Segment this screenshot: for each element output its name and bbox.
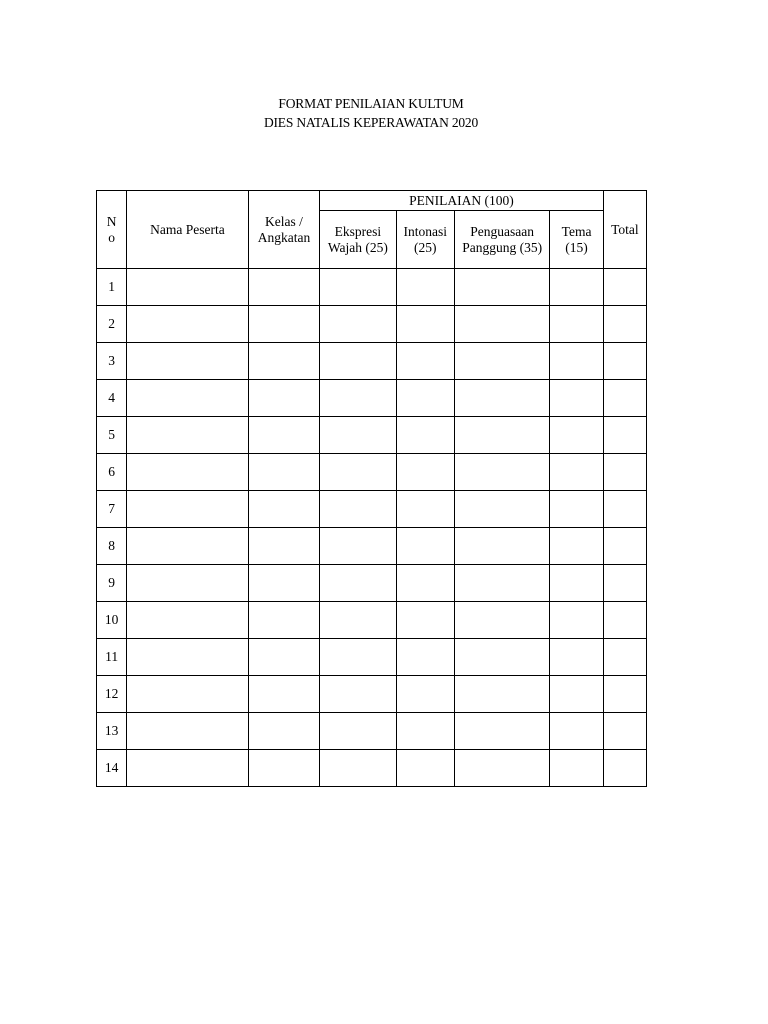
cell-ekspresi-wajah	[320, 417, 396, 454]
cell-kelas-angkatan	[248, 602, 319, 639]
cell-kelas-angkatan	[248, 343, 319, 380]
cell-penguasaan-panggung	[454, 639, 550, 676]
cell-nama-peserta	[127, 343, 249, 380]
cell-tema	[550, 602, 603, 639]
cell-intonasi	[396, 454, 454, 491]
cell-kelas-angkatan	[248, 565, 319, 602]
header-kelas-line1: Kelas /	[265, 213, 303, 229]
cell-tema	[550, 269, 603, 306]
table-row	[97, 417, 647, 454]
cell-nama-peserta	[127, 417, 249, 454]
header-ekspresi-wajah	[320, 211, 396, 269]
cell-tema	[550, 639, 603, 676]
cell-kelas-angkatan	[248, 269, 319, 306]
header-tema-line1: Tema	[561, 223, 592, 239]
cell-total	[603, 306, 646, 343]
row-number: 14	[97, 750, 127, 787]
header-nama-peserta: Nama Peserta	[127, 191, 249, 269]
header-penguasaan-line2: Panggung (35)	[462, 239, 543, 255]
header-no	[97, 191, 127, 269]
table-row	[97, 380, 647, 417]
title-line-2: DIES NATALIS KEPERAWATAN 2020	[263, 115, 479, 130]
cell-intonasi	[396, 602, 454, 639]
header-intonasi	[396, 211, 454, 269]
cell-total	[603, 491, 646, 528]
header-kelas-angkatan	[248, 191, 319, 269]
header-penguasaan-panggung	[454, 211, 550, 269]
cell-intonasi	[396, 565, 454, 602]
cell-penguasaan-panggung	[454, 565, 550, 602]
cell-ekspresi-wajah	[320, 750, 396, 787]
cell-kelas-angkatan	[248, 713, 319, 750]
table-row	[97, 491, 647, 528]
cell-kelas-angkatan	[248, 417, 319, 454]
cell-tema	[550, 343, 603, 380]
cell-total	[603, 565, 646, 602]
cell-total	[603, 602, 646, 639]
row-number: 9	[97, 565, 127, 602]
cell-penguasaan-panggung	[454, 602, 550, 639]
cell-tema	[550, 454, 603, 491]
cell-penguasaan-panggung	[454, 306, 550, 343]
cell-ekspresi-wajah	[320, 676, 396, 713]
row-number: 3	[97, 343, 127, 380]
cell-nama-peserta	[127, 713, 249, 750]
cell-total	[603, 639, 646, 676]
cell-intonasi	[396, 528, 454, 565]
cell-total	[603, 269, 646, 306]
cell-nama-peserta	[127, 528, 249, 565]
cell-tema	[550, 528, 603, 565]
row-number: 12	[97, 676, 127, 713]
cell-penguasaan-panggung	[454, 491, 550, 528]
document-title	[0, 94, 742, 132]
cell-kelas-angkatan	[248, 454, 319, 491]
table-row	[97, 750, 647, 787]
cell-tema	[550, 676, 603, 713]
cell-kelas-angkatan	[248, 676, 319, 713]
cell-tema	[550, 417, 603, 454]
cell-nama-peserta	[127, 269, 249, 306]
table-row	[97, 306, 647, 343]
table-row	[97, 676, 647, 713]
cell-nama-peserta	[127, 602, 249, 639]
cell-ekspresi-wajah	[320, 343, 396, 380]
header-penguasaan-line1: Penguasaan	[470, 223, 534, 239]
header-no-line2: o	[108, 229, 115, 245]
table-row	[97, 602, 647, 639]
cell-kelas-angkatan	[248, 306, 319, 343]
table-row	[97, 528, 647, 565]
cell-ekspresi-wajah	[320, 713, 396, 750]
cell-ekspresi-wajah	[320, 380, 396, 417]
cell-total	[603, 343, 646, 380]
cell-ekspresi-wajah	[320, 528, 396, 565]
cell-nama-peserta	[127, 750, 249, 787]
cell-ekspresi-wajah	[320, 639, 396, 676]
cell-penguasaan-panggung	[454, 528, 550, 565]
table-row	[97, 269, 647, 306]
header-ekspresi-line2: Wajah (25)	[327, 239, 388, 255]
cell-tema	[550, 306, 603, 343]
cell-intonasi	[396, 676, 454, 713]
assessment-table	[96, 190, 647, 787]
row-number: 6	[97, 454, 127, 491]
cell-total	[603, 676, 646, 713]
cell-intonasi	[396, 750, 454, 787]
cell-kelas-angkatan	[248, 491, 319, 528]
cell-intonasi	[396, 417, 454, 454]
cell-intonasi	[396, 713, 454, 750]
header-intonasi-line2: (25)	[413, 239, 437, 255]
header-no-line1: N	[106, 213, 117, 229]
cell-penguasaan-panggung	[454, 676, 550, 713]
cell-total	[603, 750, 646, 787]
cell-ekspresi-wajah	[320, 269, 396, 306]
cell-total	[603, 713, 646, 750]
row-number: 5	[97, 417, 127, 454]
cell-tema	[550, 565, 603, 602]
cell-ekspresi-wajah	[320, 602, 396, 639]
header-kelas-line2: Angkatan	[257, 229, 311, 245]
cell-ekspresi-wajah	[320, 565, 396, 602]
table-row	[97, 713, 647, 750]
cell-intonasi	[396, 491, 454, 528]
cell-tema	[550, 491, 603, 528]
cell-tema	[550, 380, 603, 417]
cell-tema	[550, 750, 603, 787]
cell-ekspresi-wajah	[320, 454, 396, 491]
cell-penguasaan-panggung	[454, 343, 550, 380]
cell-intonasi	[396, 639, 454, 676]
cell-penguasaan-panggung	[454, 269, 550, 306]
row-number: 8	[97, 528, 127, 565]
cell-ekspresi-wajah	[320, 306, 396, 343]
cell-kelas-angkatan	[248, 380, 319, 417]
cell-total	[603, 417, 646, 454]
cell-nama-peserta	[127, 565, 249, 602]
header-tema	[550, 211, 603, 269]
cell-kelas-angkatan	[248, 639, 319, 676]
header-intonasi-line1: Intonasi	[403, 223, 447, 239]
header-tema-line2: (15)	[565, 239, 588, 255]
table-row	[97, 343, 647, 380]
cell-nama-peserta	[127, 306, 249, 343]
row-number: 4	[97, 380, 127, 417]
title-line-1: FORMAT PENILAIAN KULTUM	[278, 96, 464, 111]
cell-nama-peserta	[127, 380, 249, 417]
cell-penguasaan-panggung	[454, 713, 550, 750]
cell-penguasaan-panggung	[454, 417, 550, 454]
header-ekspresi-line1: Ekspresi	[334, 223, 382, 239]
cell-intonasi	[396, 306, 454, 343]
cell-total	[603, 380, 646, 417]
cell-total	[603, 454, 646, 491]
cell-total	[603, 528, 646, 565]
table-row	[97, 565, 647, 602]
table-row	[97, 639, 647, 676]
cell-penguasaan-panggung	[454, 380, 550, 417]
cell-nama-peserta	[127, 491, 249, 528]
cell-penguasaan-panggung	[454, 750, 550, 787]
cell-nama-peserta	[127, 639, 249, 676]
row-number: 10	[97, 602, 127, 639]
row-number: 11	[97, 639, 127, 676]
header-penilaian: PENILAIAN (100)	[320, 191, 604, 211]
header-row-top	[97, 191, 647, 211]
cell-kelas-angkatan	[248, 528, 319, 565]
row-number: 7	[97, 491, 127, 528]
cell-intonasi	[396, 269, 454, 306]
cell-kelas-angkatan	[248, 750, 319, 787]
header-total: Total	[603, 191, 646, 269]
table-body	[97, 269, 647, 787]
table-row	[97, 454, 647, 491]
cell-nama-peserta	[127, 676, 249, 713]
cell-intonasi	[396, 343, 454, 380]
row-number: 1	[97, 269, 127, 306]
cell-intonasi	[396, 380, 454, 417]
cell-ekspresi-wajah	[320, 491, 396, 528]
cell-penguasaan-panggung	[454, 454, 550, 491]
cell-nama-peserta	[127, 454, 249, 491]
row-number: 13	[97, 713, 127, 750]
row-number: 2	[97, 306, 127, 343]
cell-tema	[550, 713, 603, 750]
